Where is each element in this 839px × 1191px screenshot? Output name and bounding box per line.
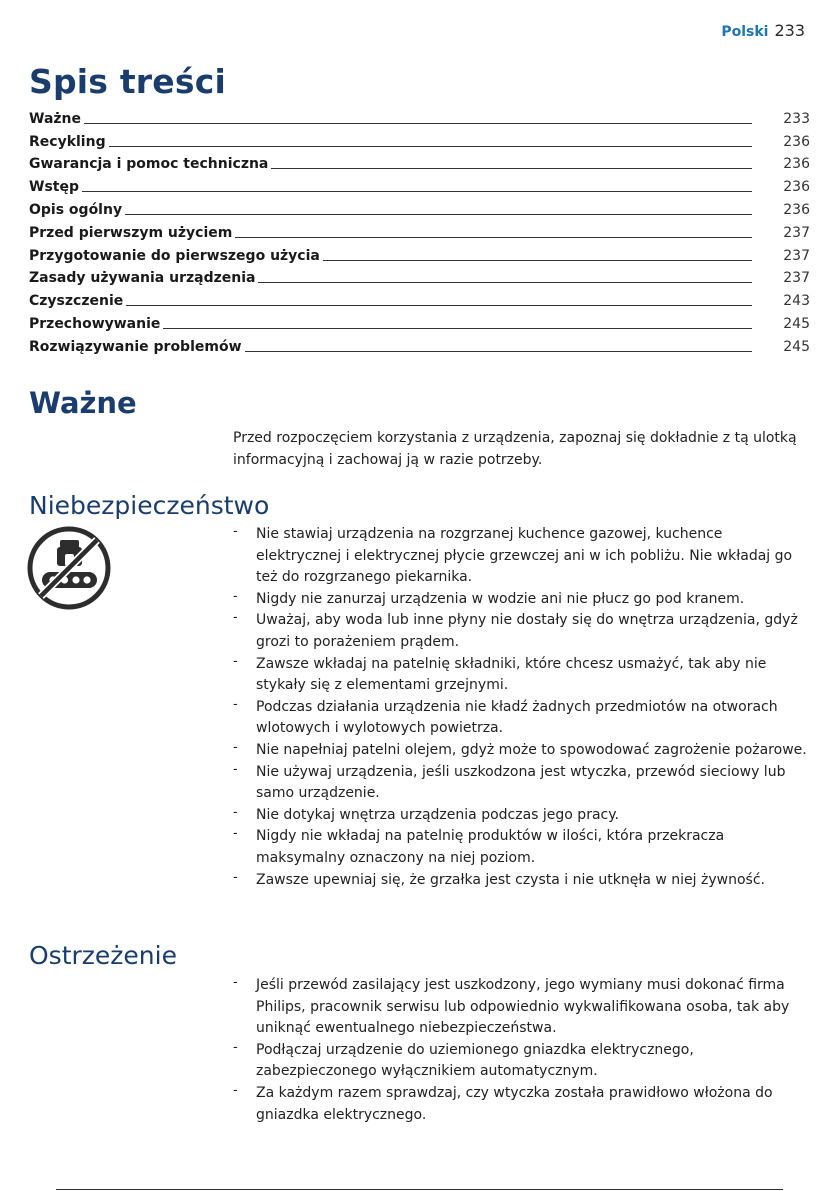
toc-entry-page: 236 (783, 156, 810, 173)
list-item (233, 589, 808, 611)
toc-leader (109, 146, 752, 147)
toc-entry-gwarancja[interactable] (29, 150, 810, 173)
toc-entry-title: Przygotowanie do pierwszego użycia (29, 247, 320, 264)
page-number: 233 (774, 21, 805, 40)
toc-entry-title: Przechowywanie (29, 315, 161, 332)
toc-entry-opis-ogolny[interactable] (29, 195, 810, 218)
list-item (233, 870, 808, 892)
bullet-dash: - (233, 1082, 238, 1098)
list-item (233, 654, 808, 697)
intro-paragraph: Przed rozpoczęciem korzystania z urządzenia, zapoznaj się dokładnie z tą ulotką informacyjną i zachowaj ją w razie potrzeby. (233, 430, 797, 468)
toc-entry-title: Opis ogólny (29, 201, 123, 218)
bullet-dash: - (233, 610, 238, 626)
toc-leader (126, 305, 752, 306)
toc-entry-rozwiazywanie[interactable] (29, 332, 810, 355)
list-item (233, 805, 808, 827)
toc-entry-title: Przed pierwszym użyciem (29, 224, 233, 241)
list-item-text: Nie używaj urządzenia, jeśli uszkodzona jest wtyczka, przewód sieciowy lub samo urządzenie. (256, 763, 786, 802)
toc-entry-page: 237 (783, 224, 810, 241)
toc-entry-page: 236 (783, 133, 810, 150)
toc-entry-czyszczenie[interactable] (29, 286, 810, 309)
toc-leader (235, 237, 752, 238)
list-item-text: Zawsze upewniaj się, że grzałka jest czysta i nie utknęła w niej żywność. (256, 871, 765, 888)
toc-leader (271, 168, 752, 169)
list-item-text: Zawsze wkładaj na patelnię składniki, które chcesz usmażyć, tak aby nie stykały się z elementami grzejnymi. (256, 655, 767, 694)
toc-entry-wazne[interactable] (29, 104, 810, 127)
page-header (721, 21, 805, 40)
list-item-text: Nie dotykaj wnętrza urządzenia podczas jego pracy. (256, 806, 619, 823)
toc-entry-przygotowanie[interactable] (29, 241, 810, 264)
bullet-dash: - (233, 653, 238, 669)
list-item-text: Nigdy nie wkładaj na patelnię produktów w ilości, która przekracza maksymalny oznaczony na niej poziom. (256, 828, 725, 866)
bullet-dash: - (233, 588, 238, 604)
list-item (233, 762, 808, 805)
section-heading-warning: Ostrzeżenie (29, 941, 177, 970)
list-item-text: Uważaj, aby woda lub inne płyny nie dostały się do wnętrza urządzenia, gdyż grozi to porażeniem prądem. (256, 612, 798, 650)
list-item (233, 524, 808, 589)
no-hotplate-icon (27, 526, 111, 610)
toc-entry-recykling[interactable] (29, 127, 810, 150)
toc-leader (323, 260, 752, 261)
toc-leader (125, 214, 752, 215)
list-item-text: Jeśli przewód zasilający jest uszkodzony, jego wymiany musi dokonać firma Philips, pracownik serwisu lub odpowiednio wykwalifikowana osoba, tak aby uniknąć ewentualnego niebezpieczeństwa. (256, 977, 790, 1037)
list-item (233, 740, 808, 762)
bullet-dash: - (233, 826, 238, 842)
toc-entry-page: 243 (783, 293, 810, 310)
section-heading-wazne: Ważne (29, 386, 137, 420)
toc-entry-przed-pierwszym[interactable] (29, 218, 810, 241)
list-item (233, 826, 808, 869)
toc-entry-page: 237 (783, 270, 810, 287)
toc-entry-title: Ważne (29, 110, 82, 127)
toc-entry-page: 245 (783, 338, 810, 355)
bullet-dash: - (233, 804, 238, 820)
toc-entry-page: 233 (783, 110, 810, 127)
toc-title: Spis treści (29, 62, 226, 101)
bullet-dash: - (233, 869, 238, 885)
toc-entry-page: 236 (783, 201, 810, 218)
toc-leader (82, 191, 752, 192)
list-item (233, 1040, 808, 1083)
list-item (233, 975, 808, 1040)
bullet-dash: - (233, 739, 238, 755)
bullet-dash: - (233, 1039, 238, 1055)
list-item-text: Podłączaj urządzenie do uziemionego gniazdka elektrycznego, zabezpieczonego wyłącznikiem automatycznym. (256, 1041, 694, 1080)
toc-entry-title: Recykling (29, 133, 106, 150)
language-label: Polski (721, 24, 769, 40)
toc-entry-zasady[interactable] (29, 264, 810, 287)
bullet-dash: - (233, 761, 238, 777)
toc-leader (84, 123, 752, 124)
toc-entry-title: Wstęp (29, 179, 79, 196)
section-heading-danger: Niebezpieczeństwo (29, 491, 270, 520)
toc-entry-title: Gwarancja i pomoc techniczna (29, 156, 269, 173)
list-item-text: Za każdym razem sprawdzaj, czy wtyczka została prawidłowo włożona do gniazdka elektrycznego. (256, 1084, 773, 1123)
list-item-text: Podczas działania urządzenia nie kładź żadnych przedmiotów na otworach wlotowych i wylotowych powietrza. (256, 698, 778, 737)
footer-divider (56, 1189, 783, 1190)
list-item-text: Nie stawiaj urządzenia na rozgrzanej kuchence gazowej, kuchence elektrycznej i elektrycznej płycie grzewczej ani w ich pobliżu. Nie wkładaj go też do rozgrzanego piekarnika. (256, 526, 793, 586)
list-item (233, 1083, 808, 1126)
bullet-dash: - (233, 696, 238, 712)
danger-list (233, 524, 808, 891)
list-item (233, 610, 808, 653)
bullet-dash: - (233, 524, 238, 539)
toc-entry-page: 245 (783, 315, 810, 332)
toc-entry-title: Czyszczenie (29, 293, 124, 310)
toc-leader (245, 351, 752, 352)
toc-entry-przechowywanie[interactable] (29, 309, 810, 332)
toc-leader (163, 328, 752, 329)
list-item-text: Nigdy nie zanurzaj urządzenia w wodzie ani nie płucz go pod kranem. (256, 590, 745, 607)
toc-entry-title: Rozwiązywanie problemów (29, 338, 242, 355)
table-of-contents (29, 104, 810, 355)
list-item-text: Nie napełniaj patelni olejem, gdyż może to spowodować zagrożenie pożarowe. (256, 741, 807, 758)
toc-entry-page: 237 (783, 247, 810, 264)
toc-entry-page: 236 (783, 179, 810, 196)
list-item (233, 697, 808, 740)
toc-entry-title: Zasady używania urządzenia (29, 270, 256, 287)
toc-leader (258, 282, 752, 283)
warning-list (233, 975, 808, 1126)
bullet-dash: - (233, 975, 238, 990)
toc-entry-wstep[interactable] (29, 172, 810, 195)
